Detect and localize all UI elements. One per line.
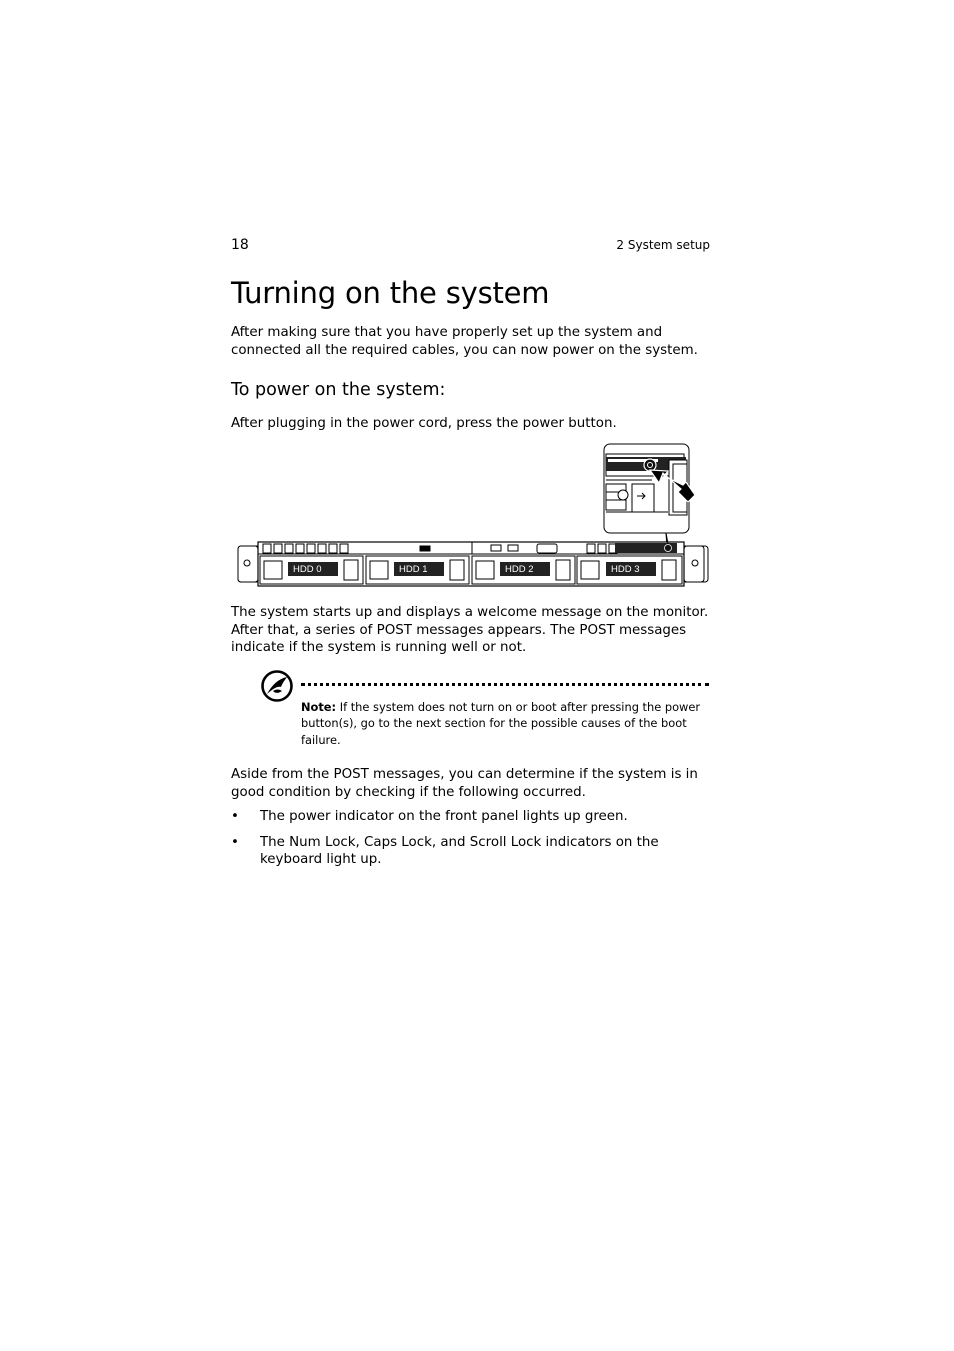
- hdd-bay-label: HDD 3: [611, 564, 640, 575]
- note-icon: [260, 669, 294, 703]
- page-title: Turning on the system: [231, 276, 550, 310]
- intro-paragraph: After making sure that you have properly set up the system and connected all the required cables, you can now power on the system.: [231, 325, 698, 358]
- hdd-bay-label: HDD 2: [505, 564, 534, 575]
- section-heading: To power on the system:: [231, 380, 446, 400]
- condition-list: [231, 808, 711, 877]
- note-label: Note:: [301, 700, 337, 714]
- list-item: • The Num Lock, Caps Lock, and Scroll Lock indicators on the keyboard light up.: [231, 834, 711, 869]
- page-number: 18: [231, 237, 249, 253]
- note-text: [301, 699, 701, 748]
- startup-paragraph: The system starts up and displays a welcome message on the monitor. After that, a series of POST messages appears. The POST messages indicate if the system is running well or not.: [231, 605, 709, 655]
- power-button-icon: [644, 459, 656, 471]
- condition-paragraph: Aside from the POST messages, you can determine if the system is in good condition by checking if the following occurred.: [231, 767, 698, 800]
- hdd-bay-label: HDD 0: [293, 564, 322, 575]
- note-divider: [301, 683, 709, 686]
- server-front-panel-figure: [232, 440, 710, 590]
- note-body: If the system does not turn on or boot after pressing the power button(s), go to the next section for the possible causes of the boot failure.: [301, 700, 701, 747]
- list-item: • The power indicator on the front panel lights up green.: [231, 808, 711, 826]
- hdd-bay-label: HDD 1: [399, 564, 428, 575]
- instruction-paragraph: After plugging in the power cord, press the power button.: [231, 416, 617, 431]
- running-header: 2 System setup: [616, 238, 710, 252]
